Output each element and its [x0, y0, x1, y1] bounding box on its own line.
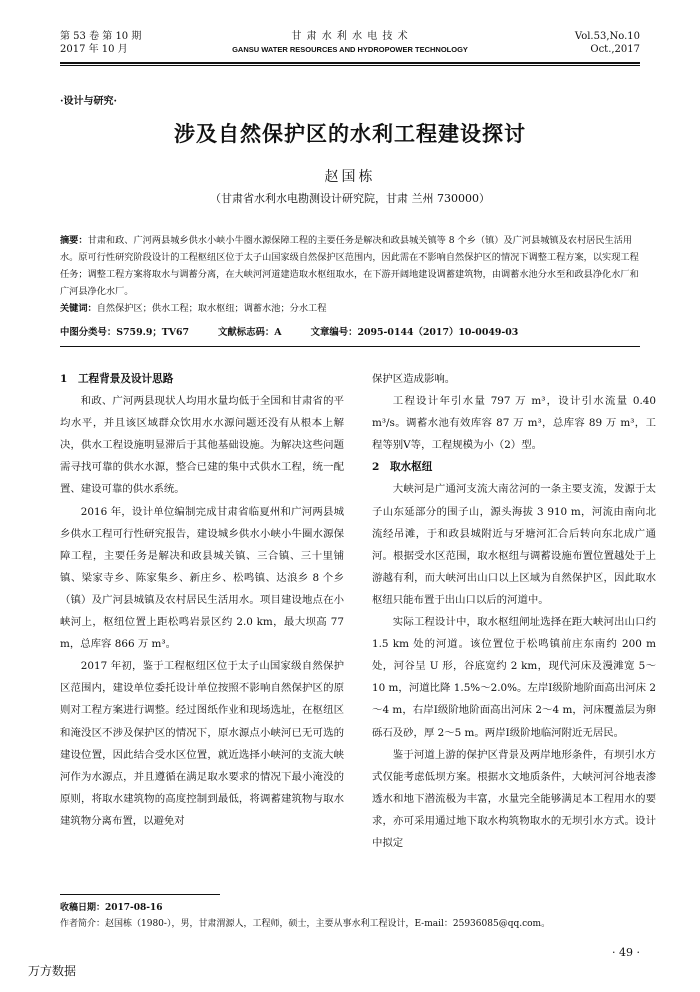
received-date: 收稿日期：2017-08-16 — [60, 903, 163, 913]
clc-number: 中图分类号：S759.9；TV67 — [60, 327, 190, 338]
journal-name-cn: 甘 肃 水 利 水 电 技 术 — [291, 31, 409, 42]
volume-issue: 第 53 卷 第 10 期 — [60, 31, 142, 42]
article-number: 文章编号：2095-0144（2017）10-0049-03 — [310, 327, 519, 338]
abstract-block — [60, 232, 640, 317]
paragraph: 工程设计年引水量 797 万 m³，设计引水流量 0.40 m³/s。调蓄水池有效库容 87 万 m³，总库容 89 万 m³，工程等别Ⅴ等，工程规模为小（2）型。 — [372, 395, 656, 452]
issue-date: 2017 年 10 月 — [60, 44, 128, 55]
paragraph: 鉴于河道上游的保护区背景及两岸地形条件，有坝引水方式仅能考虑低坝方案。根据水文地质条件，大峡河河谷地表渗透水和地下潜流极为丰富，水量完全能够满足本工程用水的要求，亦可采用通过地下取水构筑物取水的无坝引水方式。设计中拟定 — [372, 748, 656, 849]
running-header — [60, 30, 640, 64]
abstract-text: 甘肃和政、广河两县城乡供水小峡小牛圈水源保障工程的主要任务是解决和政县城关镇等 8 个乡（镇）及广河县城镇及农村居民生活用水。原可行性研究阶段设计的工程枢纽区位于太子山国家级自然保护区范围内，因此需在不影响自然保护区的情况下调整工程方案，以实现工程任务；调整工程方案将取水与调蓄分离，在大峡河河道建造取水枢纽取水，在下游开阔地建设调蓄建筑物，由调蓄水池分水至和政县净化水厂和广河县净化水厂。 — [60, 235, 639, 297]
issue-date-en: Oct.,2017 — [590, 44, 640, 55]
watermark: 万方数据 — [28, 964, 77, 978]
heading-intake-hub: 2 取水枢纽 — [372, 461, 433, 474]
abstract — [60, 232, 640, 300]
author-affiliation: （甘肃省水利水电勘测设计研究院，甘肃 兰州 730000） — [210, 192, 490, 205]
body-left-column — [60, 368, 344, 832]
abstract-label: 摘要： — [60, 235, 88, 246]
volume-issue-en: Vol.53,No.10 — [574, 31, 640, 42]
page-number: · 49 · — [612, 946, 640, 959]
heading-background: 1 工程背景及设计思路 — [60, 373, 174, 385]
document-code: 文献标志码：A — [218, 327, 282, 338]
author-name: 赵国栋 — [324, 169, 376, 185]
paragraph: 实际工程设计中，取水枢纽闸址选择在距大峡河出山口约 1.5 km 处的河道。该位置位于松鸣镇前庄东南约 200 m 处，河谷呈 U 形，谷底宽约 2 km，现代河床及漫滩宽 5～10 m，河道比降 1.5%～2.0%。左岸Ⅰ级阶地阶面高出河床 2～4 m，右岸Ⅰ级阶地阶面高出河床 2～4 m，河床覆盖层为卵砾石及砂，厚 2～5 m。两岸Ⅰ级阶地临河附近无居民。 — [372, 616, 656, 739]
paragraph: 2017 年初，鉴于工程枢纽区位于太子山国家级自然保护区范围内，建设单位委托设计单位按照不影响自然保护区的原则对工程方案进行调整。经过图纸作业和现场选址，在枢纽区和淹没区不涉及保护区的情况下，原水源点小峡河已无可选的建设位置，因此结合受水区位置，就近选择小峡河的支流大峡河作为水源点，并且遵循在满足取水要求的情况下最小淹没的原则，将取水建筑物的高度控制到最低，将调蓄建筑物与取水建筑物分离布置，以避免对 — [60, 660, 344, 827]
header-rule-thick — [60, 62, 640, 64]
paragraph: 2016 年，设计单位编制完成甘肃省临夏州和广河两县城乡供水工程可行性研究报告，建设城乡供水小峡小牛圈水源保障工程，主要任务是解决和政县城关镇、三合镇、三十里铺镇、梁家寺乡、陈家集乡、新庄乡、松鸣镇、达浪乡 8 个乡（镇）及广河县城镇及农村居民生活用水。项目建设地点在小峡河上，枢纽位置上距松鸣岩景区约 2.0 km，最大坝高 77 m，总库容 866 万 m³。 — [60, 505, 344, 651]
keywords — [60, 300, 640, 317]
footnote-rule — [60, 894, 220, 895]
journal-name — [60, 30, 640, 56]
abstract-rule — [60, 346, 640, 347]
keywords-label: 关键词： — [60, 303, 97, 314]
body-right-column — [372, 368, 656, 854]
section-label: ·设计与研究· — [60, 96, 117, 107]
header-rule-thin — [60, 65, 640, 66]
author-bio: 作者简介：赵国栋（1980-），男，甘肃渭源人，工程师，硕士，主要从事水利工程设计，E-mail：25936085@qq.com。 — [60, 919, 551, 929]
footnote — [60, 900, 640, 932]
classification-meta — [60, 324, 640, 338]
paragraph-continued: 保护区造成影响。 — [372, 373, 456, 385]
journal-name-en: GANSU WATER RESOURCES AND HYDROPOWER TECHNOLOGY — [232, 45, 468, 54]
keywords-text: 自然保护区；供水工程；取水枢纽；调蓄水池；分水工程 — [96, 303, 327, 314]
article-title: 涉及自然保护区的水利工程建设探讨 — [174, 121, 526, 146]
paragraph: 大峡河是广通河支流大南岔河的一条主要支流，发源于太子山东延部分的围子山，源头海拔 3 910 m，河流由南向北流经吊滩，于和政县城附近与牙塘河汇合后转向东北成广通河。根据受水区范围，取水枢纽与调蓄设施布置位置越处于上游越有利，而大峡河出山口以上区域为自然保护区，因此取水枢纽只能布置于出山口以后的河道中。 — [372, 483, 656, 606]
paragraph: 和政、广河两县现状人均用水量均低于全国和甘肃省的平均水平，并且该区域群众饮用水水源问题还没有从根本上解决，供水工程设施明显滞后于其他基础设施。为解决这些问题需寻找可靠的供水水源，整合已建的集中式供水工程，统一配置、建设可靠的供水系统。 — [60, 395, 344, 496]
journal-issue-en — [575, 30, 640, 56]
